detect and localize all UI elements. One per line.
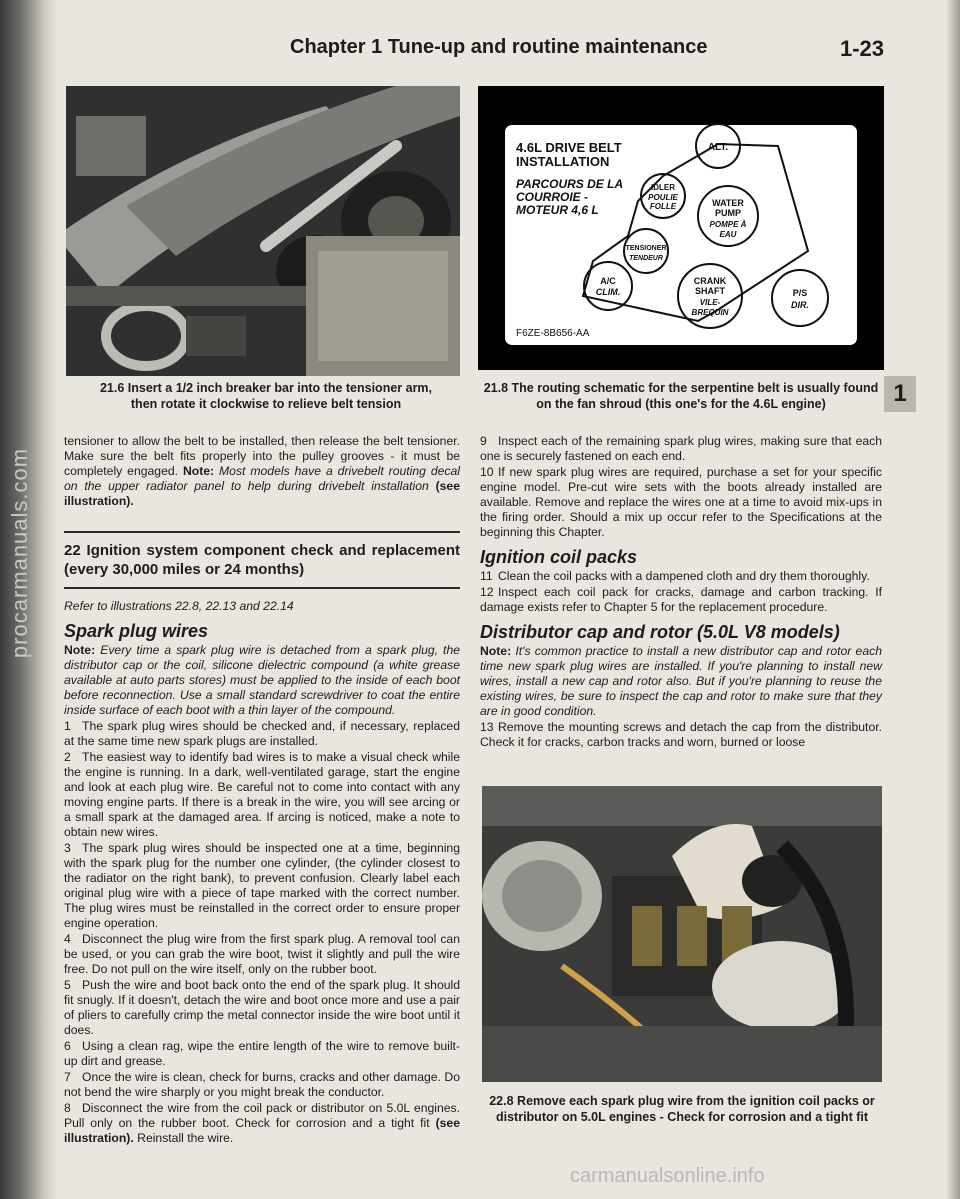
step-9: 9 Inspect each of the remaining spark plug wires, making sure that each one is securely fastened on each end. [480, 434, 882, 463]
section-rule-bottom [64, 587, 460, 589]
step-5: 5 Push the wire and boot back onto the end of the spark plug. It should fit snugly. If it doesn't, detach the wire and boot once more and use a pair of pliers to carefully crimp the metal connector inside the wire boot until it does. [64, 978, 460, 1037]
label-tensioner: TENSIONER [625, 245, 667, 252]
note-dielectric: Note: Every time a spark plug wire is detached from a spark plug, the distributor cap or the coil, silicone dielectric compound (a white grease available at auto parts stores) must be applied to the inside of each boot before reconnection. Use a small standard screwdriver to coat the entire inside surface of each boot with a thin layer of the compound. [64, 643, 461, 717]
step-7: 7 Once the wire is clean, check for burns, cracks and other damage. Do not bend the wire sharply or you might break the conductor. [64, 1070, 460, 1099]
label-shaft: SHAFT [695, 286, 725, 296]
chapter-tab: 1 [884, 376, 916, 412]
label-ps: P/S [792, 288, 808, 298]
diagram-fr-3: MOTEUR 4,6 L [516, 203, 599, 217]
photo-tensioner-breaker-bar [66, 86, 460, 376]
refer-illustrations: Refer to illustrations 22.8, 22.13 and 22.14 [64, 599, 294, 613]
label-poulie: POULIE [648, 193, 678, 202]
coil-pack-photo-illustration [482, 786, 882, 1082]
step-2: 2 The easiest way to identify bad wires is to make a visual check while the engine is running. In a dark, well-ventilated garage, start the engine and look at each plug wire. Be careful not to come into contact with any moving engine parts. If there is a break in the wire, you will see arcing or a small spark at the damaged area. If arcing is noticed, make a note to obtain new wires. [64, 750, 460, 839]
diagram-title-1: 4.6L DRIVE BELT [516, 140, 622, 155]
watermark-left: procarmanuals.com [7, 447, 32, 659]
watermark-bottom: carmanualsonline.info [570, 1165, 765, 1187]
step-1: 1 The spark plug wires should be checked and, if necessary, replaced at the same time new spark plugs are installed. [64, 719, 460, 748]
step-11: 11 Clean the coil packs with a dampened cloth and dry them thoroughly. [480, 569, 870, 583]
engine-photo-illustration [66, 86, 460, 376]
page-edge [946, 0, 960, 1199]
belt-schematic [478, 86, 884, 370]
heading-distributor-cap: Distributor cap and rotor (5.0L V8 models) [480, 622, 840, 642]
diagram-fr-2: COURROIE - [516, 190, 588, 204]
caption-21-8: 21.8 The routing schematic for the serpentine belt is usually found on the fan shroud (this one's for the 4.6L engine) [483, 381, 879, 411]
label-pump: PUMP [714, 208, 742, 218]
label-vile: VILE- [699, 298, 721, 307]
step-3: 3 The spark plug wires should be inspected one at a time, beginning with the spark plug for the number one cylinder, (the cylinder closest to the radiator on the right bank), to prevent confusion. Clearly label each original plug wire with a piece of tape marked with the correct number. The plug wires must be reinstalled in the correct order to ensure proper engine operation. [64, 841, 460, 930]
section-rule-top [64, 531, 460, 533]
step-10: 10 If new spark plug wires are required, purchase a set for your specific engine model. Pre-cut wire sets with the boots already installed are available. Remove and replace the wires one at a time to avoid mix-ups in the firing order. Should a mix up occur refer to the Specifications at the beginning this Chapter. [480, 465, 882, 539]
page-number: 1-23 [840, 36, 885, 61]
label-water: WATER [712, 198, 744, 208]
step-4: 4 Disconnect the plug wire from the first spark plug. A removal tool can be used, or you can grab the wire boot, twist it slightly and pull the wire free. Do not pull on the wire itself, only on the rubber boot. [64, 932, 460, 976]
heading-spark-plug-wires: Spark plug wires [64, 621, 209, 641]
belt-routing-diagram [478, 86, 884, 370]
caption-22-8: 22.8 Remove each spark plug wire from the ignition coil packs or distributor on 5.0L engines - Check for corrosion and a tight fit [489, 1094, 875, 1124]
label-brequin: BREQUIN [691, 308, 729, 317]
label-crank: CRANK [693, 276, 727, 286]
heading-ignition-coil-packs: Ignition coil packs [480, 547, 638, 567]
caption-21-6: 21.6 Insert a 1/2 inch breaker bar into the tensioner arm, then rotate it clockwise to relieve belt tension [99, 381, 433, 411]
label-clim: CLIM. [595, 287, 621, 297]
diagram-fr-1: PARCOURS DE LA [516, 177, 624, 191]
label-ac: A/C [600, 276, 616, 286]
chapter-title: Chapter 1 Tune-up and routine maintenance [290, 36, 708, 58]
label-alt: ALT. [707, 142, 729, 153]
intro-paragraph: tensioner to allow the belt to be installed, then release the belt tensioner. Make sure the belt fits properly into the pulley grooves - it must be completely engaged. Note: Most models have a drivebelt routing decal on the upper radiator panel to help during drivebelt installation (see illustration). [64, 434, 460, 508]
section-22-heading: 22 Ignition system component check and replacement (every 30,000 miles or 24 months) [64, 542, 460, 578]
photo-coil-pack-wires [482, 786, 882, 1082]
step-6: 6 Using a clean rag, wipe the entire length of the wire to remove built-up dirt and grease. [64, 1039, 460, 1068]
diagram-part-code: F6ZE-8B656-AA [516, 328, 590, 339]
diagram-title-2: INSTALLATION [516, 154, 610, 169]
label-pompe: POMPE À [709, 220, 747, 229]
step-12: 12 Inspect each coil pack for cracks, damage and carbon tracking. If damage exists refer to Chapter 5 for the replacement procedure. [480, 585, 882, 614]
label-idler: IDLER [651, 183, 675, 192]
step-13: 13 Remove the mounting screws and detach the cap from the distributor. Check it for cracks, carbon tracks and worn, burned or loose [480, 720, 882, 749]
right-column [480, 434, 882, 751]
note-distributor: Note: It's common practice to install a new distributor cap and rotor each time new spark plug wires are installed. If you're planning to install new wires, install a new cap and rotor also. But if you're planning to reuse the existing wires, be sure to inspect the cap and rotor to make sure that they are in good condition. [480, 644, 882, 718]
label-tendeur: TENDEUR [629, 255, 663, 262]
label-folle: FOLLE [649, 202, 677, 211]
left-column [64, 434, 460, 1147]
label-eau: EAU [719, 230, 737, 239]
label-dir: DIR. [791, 300, 809, 310]
step-8: 8 Disconnect the wire from the coil pack or distributor on 5.0L engines. Pull only on the rubber boot. Check for corrosion and a tight fit (see illustration). Reinstall the wire. [64, 1101, 460, 1145]
